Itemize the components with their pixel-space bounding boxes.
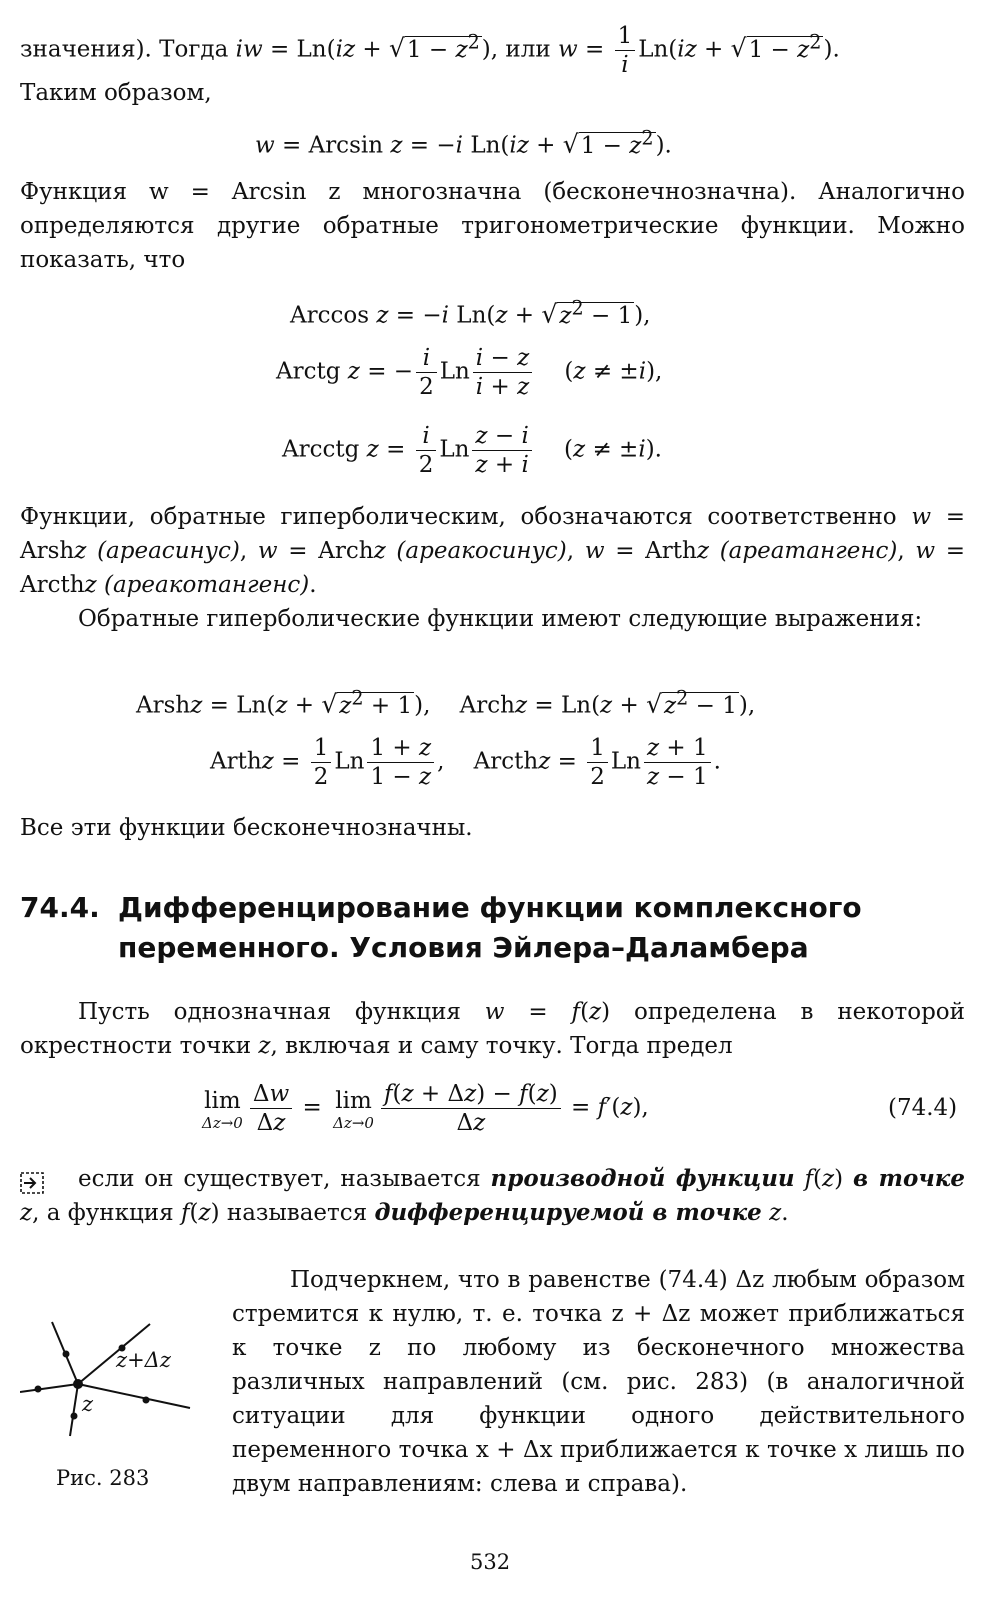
equation-arccos: Arccos z = −i $Ln(z + √z^2 - 1)$, bbox=[290, 296, 651, 329]
document-page bbox=[20, 0, 965, 1600]
paragraph-6: Пусть однозначная функция w = f(z) определена в некоторой окрестности точки z, включая и саму точку. Тогда предел bbox=[20, 999, 965, 1059]
paragraph-2: Функция w = Arcsin z многозначна (бесконечнозначна). Аналогично определяются другие обратные тригонометрические функции. Можно показать, что bbox=[20, 179, 965, 273]
equation-arcctg: Arcctg z = $\frac{i}{2}$ Ln $\frac{z - i}{z + i}$ (z ≠ ±i). bbox=[282, 423, 662, 478]
equation-derivative-limit: lim Δz→0 $\frac{\Delta w}{\Delta z}$ = lim Δz→0 $\frac{f(z + \Delta z) - f(z)}{\Delta z}$ = f′(z), bbox=[202, 1081, 649, 1136]
paragraph-1-cont: Таким образом, bbox=[20, 80, 212, 106]
equation-arctg: Arctg z = − $\frac{i}{2}$ Ln $\frac{i - z}{i + z}$ (z ≠ ±i), bbox=[276, 345, 663, 400]
figure-283-diagram bbox=[20, 1300, 200, 1440]
figure-label-z: z bbox=[82, 1392, 94, 1416]
section-number: 74.4. bbox=[20, 891, 100, 924]
paragraph-3: Функции, обратные гиперболическим, обозначаются соответственно w = Arshz (ареасинус), w = Archz (ареакосинус), w = Arthz (ареатангенс), w = Arcthz (ареакотангенс). bbox=[20, 504, 966, 598]
figure-label-z-plus-dz: z+Δz bbox=[116, 1348, 171, 1372]
paragraph-1: значения). Тогда iw = $Ln(iz + √1 - z^2)$, или w = $\frac{1}{i}$ $Ln(iz + √1 - z^2)$. bbox=[20, 23, 840, 78]
paragraph-8: Подчеркнем, что в равенстве (74.4) Δz любым образом стремится к нулю, т. е. точка z + Δz может приближаться к точке z по любому из бесконечного множества различных направлений (см. рис. 283) (в аналогичной ситуации для функции одного действительного переменного точка x + Δx приближается к точке x лишь по двум направлениям: слева и справа). bbox=[232, 1267, 965, 1497]
equation-arsh-arch: Arshz = $Ln(z + √z^2 + 1)$, Archz = $Ln(z + √z^2 - 1)$, bbox=[136, 686, 756, 719]
paragraph-5: Все эти функции бесконечнозначны. bbox=[20, 815, 473, 841]
equation-number: (74.4) bbox=[888, 1095, 958, 1121]
paragraph-4: Обратные гиперболические функции имеют следующие выражения: bbox=[78, 606, 923, 632]
equation-arth-arcth: Arthz = $\frac{1}{2}$ Ln $\frac{1 + z}{1 - z}$ , Arcthz = $\frac{1}{2}$ Ln $\frac{z + 1}{z - 1}$ . bbox=[210, 735, 721, 790]
section-title-line-1: Дифференцирование функции комплексного bbox=[118, 891, 862, 924]
figure-283 bbox=[20, 1300, 210, 1510]
page-number: 532 bbox=[470, 1550, 511, 1574]
equation-arcsin: w = Arcsin z = −i $Ln(iz + √1 - z^2)$. bbox=[255, 126, 672, 159]
paragraph-7: если он существует, называется производной функции f(z) в точке z, а функция f(z) называется дифференцируемой в точке z. bbox=[20, 1165, 965, 1226]
section-title-line-2: переменного. Условия Эйлера–Даламбера bbox=[118, 931, 809, 964]
figure-caption: Рис. 283 bbox=[56, 1466, 150, 1490]
section-heading bbox=[20, 889, 862, 927]
